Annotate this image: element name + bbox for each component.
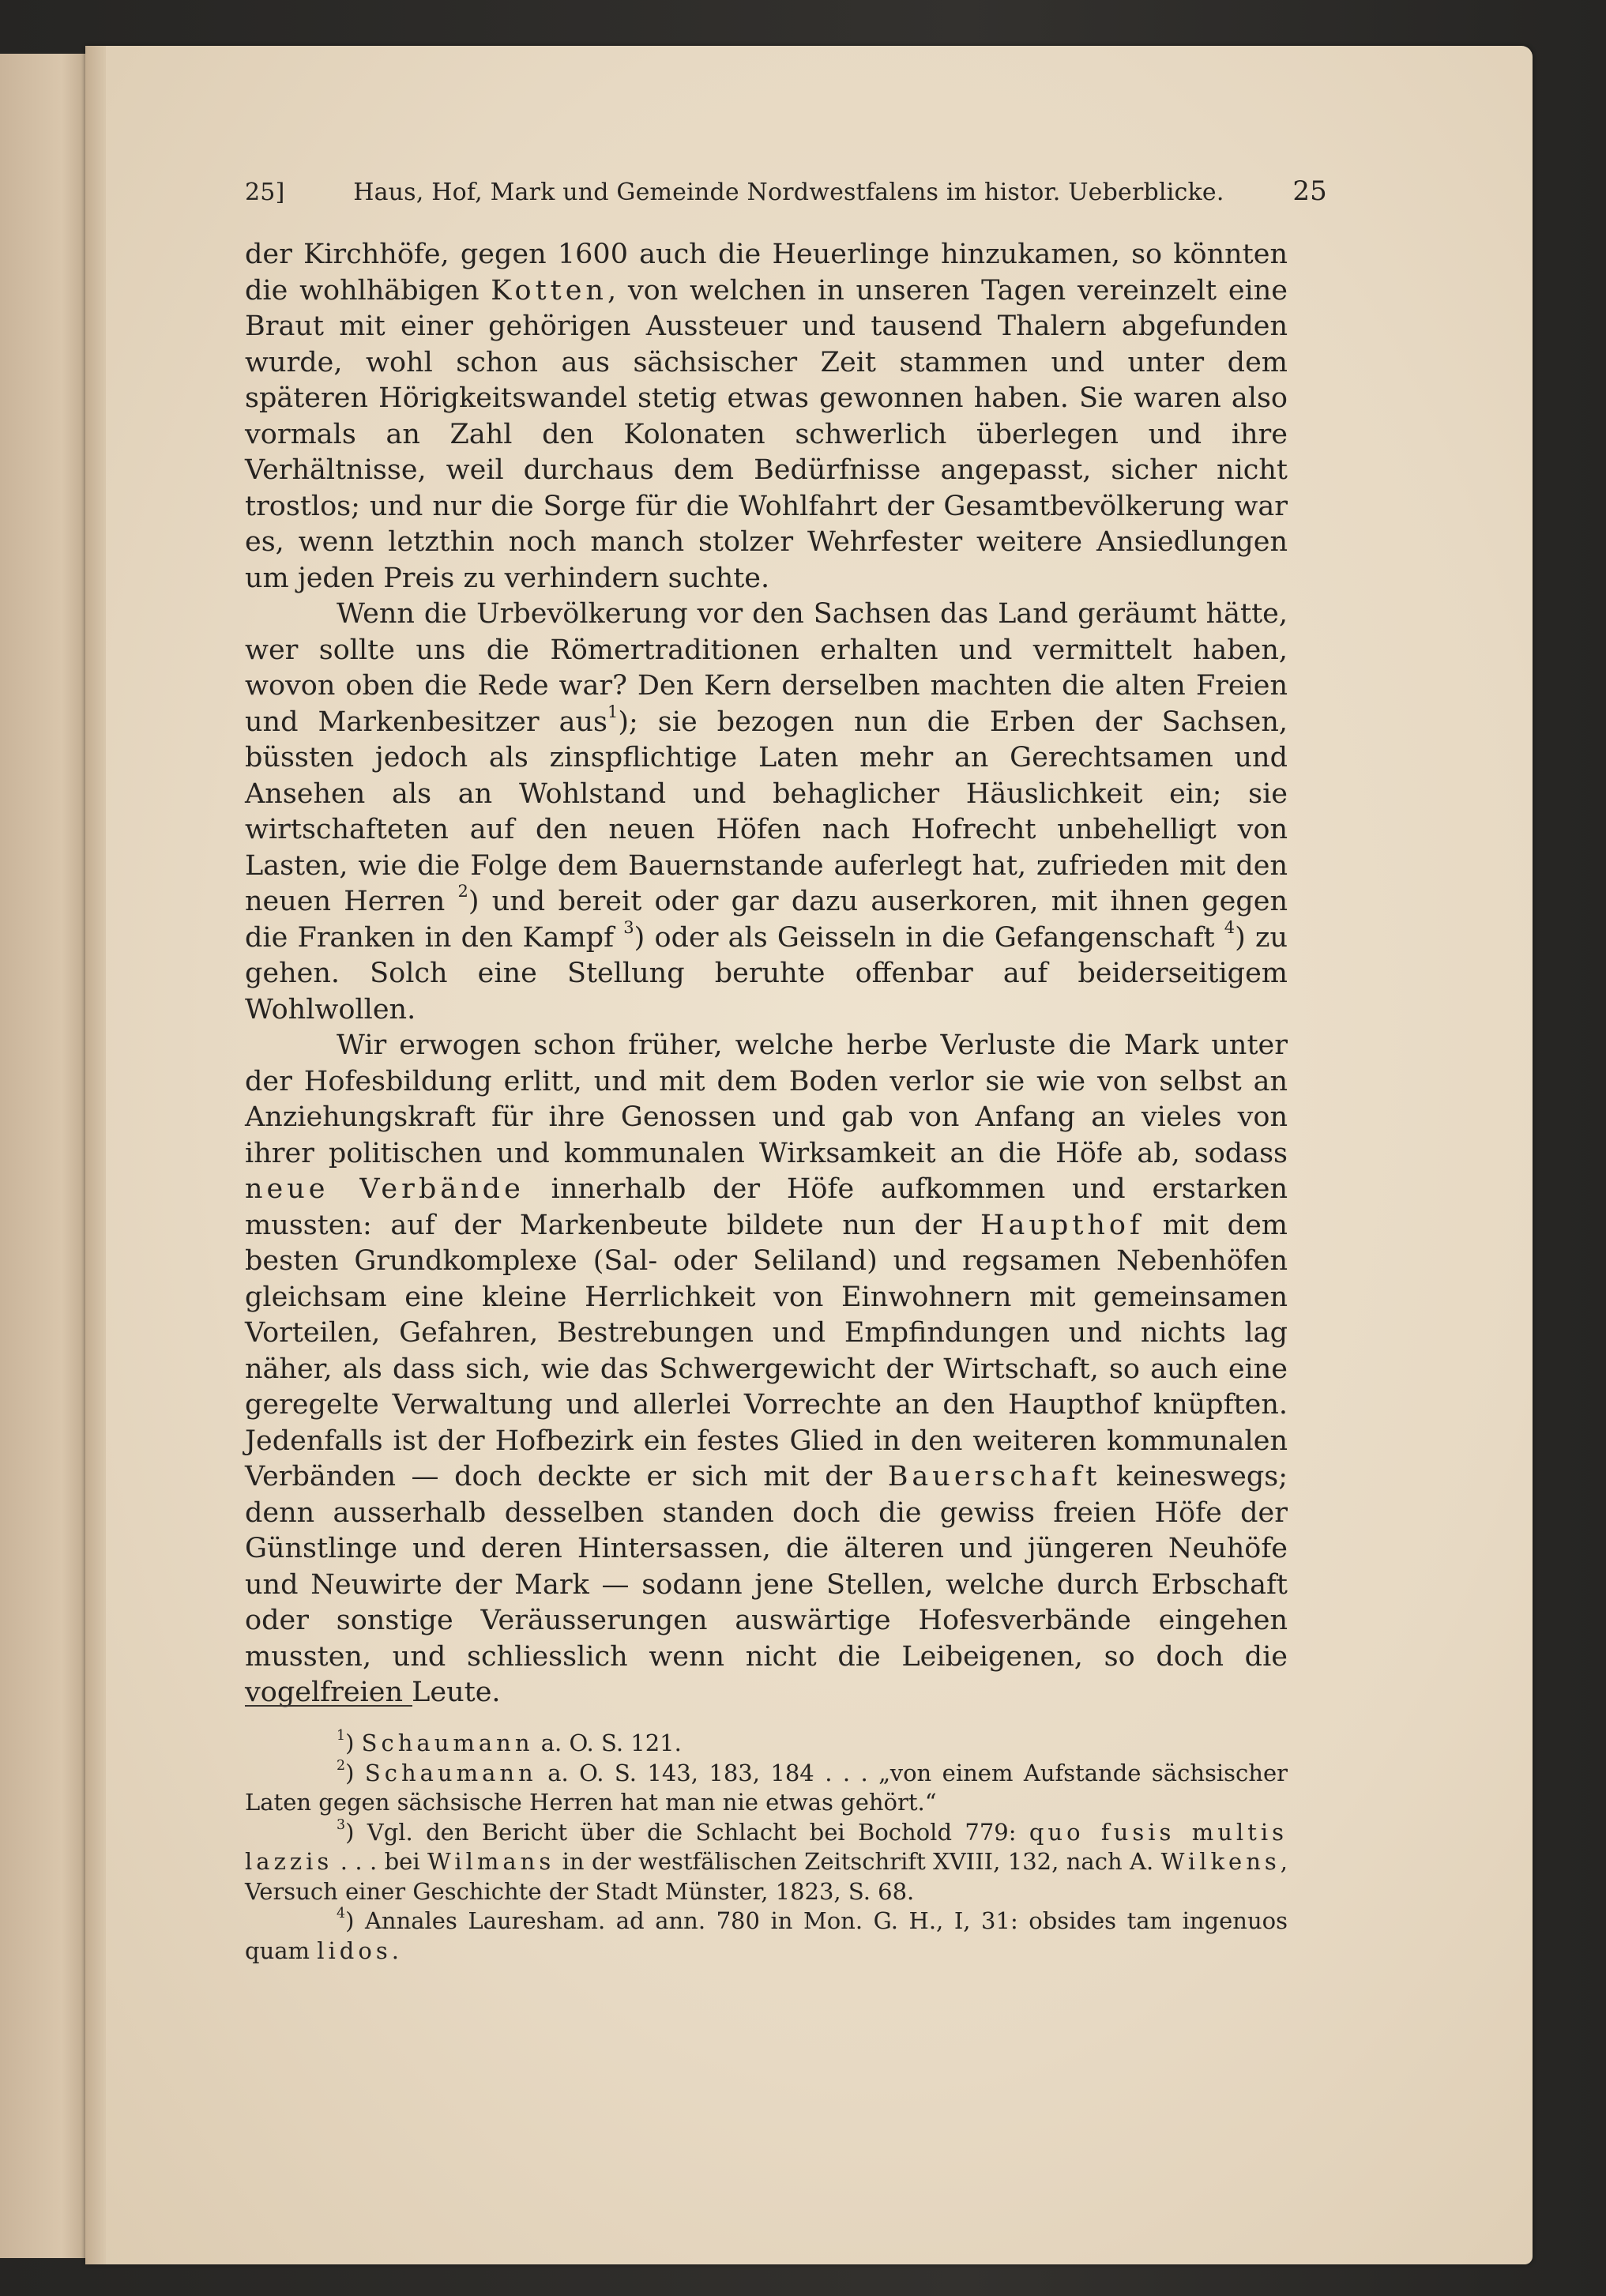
text-run: ) Annales Lauresham. ad ann. 780 in Mon. G. H., I, 31: obsides tam ingenuos quam [245, 1907, 1288, 1964]
footnote [245, 1818, 1288, 1907]
text-run: ) und bereit oder gar dazu auserkoren, mit ihnen gegen die Franken in den Kampf [245, 886, 1288, 954]
spaced-emphasis: Schaumann [361, 1730, 534, 1756]
footnote-marker: 3 [337, 1816, 346, 1833]
text-run: a. O. S. 143, 183, 184 . . . „von einem Aufstande sächsischer Laten gegen sächsische Herren hat man nie etwas gehört.“ [245, 1759, 1288, 1816]
spaced-emphasis: Wilkens [1160, 1848, 1281, 1875]
spaced-emphasis: Schaumann [364, 1759, 537, 1786]
text-run: ); sie bezogen nun die Erben der Sachsen, büssten jedoch als zinspflichtige Laten mehr an Gerechtsamen und Ansehen als an Wohlstand und behaglicher Häuslichkeit ein; sie wirtschafteten auf den neuen Höfen nach Hofrecht unbehelligt von Lasten, wie die Folge dem Bauernstande auferlegt hat, zufrieden mit den neuen Herren [245, 706, 1288, 917]
footnote [245, 1906, 1288, 1966]
body-text [245, 237, 1288, 1711]
footnote-marker: 2 [457, 882, 468, 901]
footnote-marker: 1 [607, 702, 619, 721]
text-run: Wir erwogen schon früher, welche herbe Verluste die Mark unter der Hofesbildung erlitt, und mit dem Boden verlor sie wie von selbst an Anziehungskraft für ihre Genossen und gab von Anfang an vieles von ihrer politischen und kommunalen Wirksamkeit an die Höfe ab, sodass [245, 1029, 1288, 1169]
body-paragraph [245, 1028, 1288, 1711]
previous-page-edge [0, 54, 90, 2258]
text-run: innerhalb der Höfe aufkommen und erstarken mussten: auf der Markenbeute bildete nun der [245, 1173, 1288, 1241]
text-run: ) Vgl. den Bericht über die Schlacht bei Bochold 779: [345, 1818, 1029, 1846]
text-run: ) [345, 1730, 362, 1756]
text-run: a. O. S. 121. [533, 1730, 682, 1756]
text-run: mit dem besten Grundkomplexe (Sal- oder Seliland) und regsamen Nebenhöfen gleichsam eine kleine Herrlichkeit von Einwohnern mit gemeinsamen Vorteilen, Gefahren, Bestrebungen und Empfindungen und nichts lag näher, als dass sich, wie das Schwergewicht der Wirtschaft, so auch eine geregelte Verwaltung und allerlei Vorrechte an den Haupthof knüpften. Jedenfalls ist der Hofbezirk ein festes Glied in den weiteren kommunalen Verbänden — doch deckte er sich mit der [245, 1209, 1288, 1492]
page-gutter [85, 46, 106, 2264]
body-paragraph [245, 597, 1288, 1028]
footnote-marker: 4 [1224, 917, 1236, 937]
spaced-emphasis: Bauerschaft [887, 1461, 1101, 1492]
text-run: Wenn die Urbevölkerung vor den Sachsen das Land geräumt hätte, wer sollte uns die Römertraditionen erhalten und vermittelt haben, wovon oben die Rede war? Den Kern derselben machten die alten Freien und Markenbesitzer aus [245, 598, 1288, 738]
text-run: keineswegs; denn ausserhalb desselben standen doch die gewiss freien Höfe der Günstlinge und deren Hintersassen, die älteren und jüngeren Neuhöfe und Neuwirte der Mark — sodann jene Stellen, welche durch Erbschaft oder sonstige Veräusserungen auswärtige Hofesverbände eingehen mussten, und schliesslich wenn nicht die Leibeigenen, so doch die vogelfreien Leute. [245, 1461, 1288, 1708]
text-run: . . . bei [333, 1848, 428, 1875]
page-number: 25 [1292, 175, 1327, 207]
footnote [245, 1729, 1288, 1759]
text-run: ) [345, 1759, 365, 1786]
spaced-emphasis: Haupthof [980, 1209, 1144, 1241]
running-header [245, 175, 1327, 207]
text-run: ) oder als Geisseln in die Gefangenschaft [634, 921, 1224, 954]
footnote-marker: 2 [337, 1757, 346, 1774]
text-run: . [391, 1937, 399, 1964]
spaced-emphasis: neue Verbände [245, 1173, 525, 1205]
text-run: ) zu gehen. Solch eine Stellung beruhte offenbar auf beiderseitigem Wohlwollen. [245, 921, 1288, 1026]
text-run: , Versuch einer Geschichte der Stadt Münster, 1823, S. 68. [245, 1848, 1288, 1905]
spaced-emphasis: Wilmans [427, 1848, 555, 1875]
text-run: der Kirchhöfe, gegen 1600 auch die Heuerlinge hinzukamen, so könnten die wohlhäbigen [245, 239, 1288, 307]
header-left-number: 25] [245, 179, 285, 206]
footnote-marker: 4 [337, 1906, 346, 1922]
spaced-emphasis: Kotten [491, 274, 607, 307]
body-paragraph [245, 237, 1288, 597]
text-run: , von welchen in unseren Tagen vereinzelt eine Braut mit einer gehörigen Aussteuer und tausend Thalern abgefunden wurde, wohl schon aus sächsischer Zeit stammen und unter dem späteren Hörigkeitswandel stetig etwas gewonnen haben. Sie waren also vormals an Zahl den Kolonaten schwerlich überlegen und ihre Verhältnisse, weil durchaus dem Bedürfnisse angepasst, sicher nicht trostlos; und nur die Sorge für die Wohlfahrt der Gesamtbevölkerung war es, wenn letzthin noch manch stolzer Wehrfester weitere Ansiedlungen um jeden Preis zu verhindern suchte. [245, 274, 1288, 594]
text-run: in der westfälischen Zeitschrift XVIII, 132, nach A. [555, 1848, 1161, 1875]
footnotes [245, 1729, 1288, 1966]
footnote-marker: 1 [337, 1728, 346, 1745]
footnote-marker: 3 [623, 917, 634, 937]
running-title: Haus, Hof, Mark und Gemeinde Nordwestfalens im histor. Ueberblicke. [353, 179, 1224, 206]
footnote [245, 1759, 1288, 1818]
spaced-emphasis: quo fusis multis lazzis [245, 1818, 1288, 1875]
spaced-emphasis: lidos [317, 1937, 392, 1964]
footnote-separator [245, 1705, 412, 1707]
